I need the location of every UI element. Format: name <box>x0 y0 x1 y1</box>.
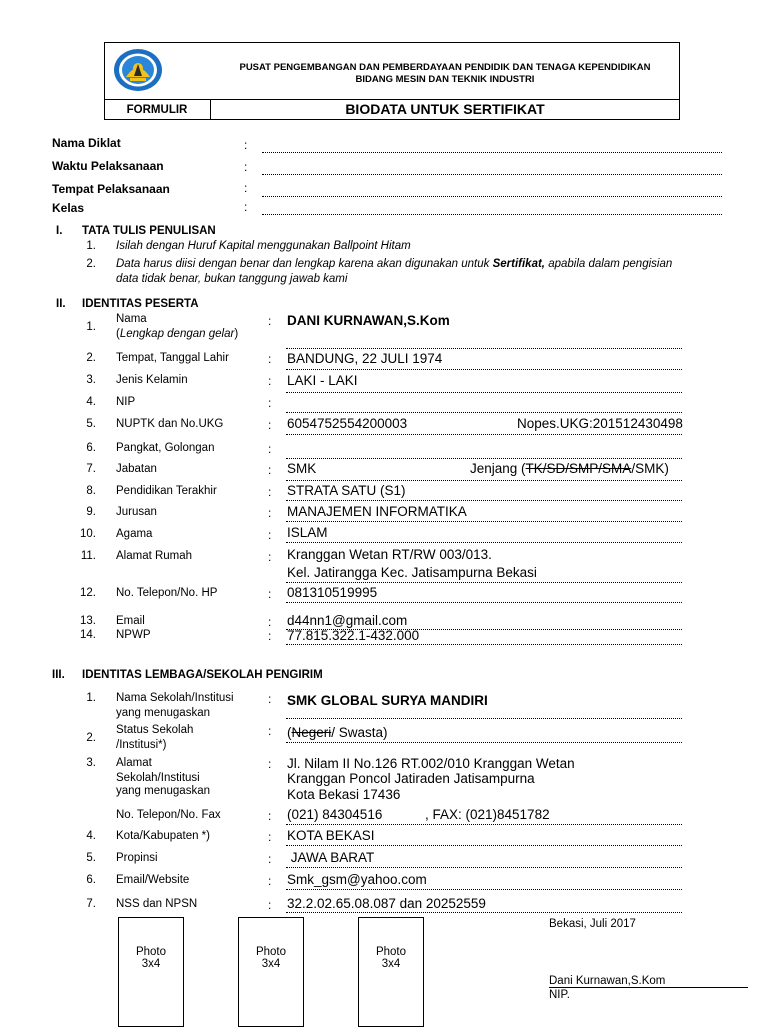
item-number: 5. <box>86 418 96 430</box>
value-npwp: 77.815.322.1-432.000 <box>287 628 420 643</box>
value-email: d44nn1@gmail.com <box>287 613 408 628</box>
field-label-waktu: Waktu Pelaksanaan <box>52 159 164 173</box>
label-kota: Kota/Kabupaten *) <box>116 830 210 842</box>
value-jurusan: MANAJEMEN INFORMATIKA <box>287 504 467 519</box>
instruction-1: Isilah dengan Huruf Kapital menggunakan Ballpoint Hitam <box>116 240 411 252</box>
label-nss-npsn: NSS dan NPSN <box>116 898 198 910</box>
item-number: 13. <box>80 615 96 627</box>
label-nama-sekolah-1: Nama Sekolah/Institusi <box>116 692 234 704</box>
value-nuptk: 6054752554200003 <box>287 416 408 431</box>
value-telepon: 081310519995 <box>287 585 378 600</box>
label-nuptk: NUPTK dan No.UKG <box>116 418 224 430</box>
instruction-2-bold: Sertifikat, <box>492 258 546 270</box>
photo-box-1 <box>118 917 184 1027</box>
section-2-title: IDENTITAS PESERTA <box>82 298 199 310</box>
pendidikan-field[interactable] <box>286 500 682 501</box>
label-pangkat: Pangkat, Golongan <box>116 442 215 454</box>
value-agama: ISLAM <box>287 525 328 540</box>
section-3-title: IDENTITAS LEMBAGA/SEKOLAH PENGIRIM <box>82 669 323 681</box>
value-alamat-sekolah-2: Kranggan Poncol Jatiraden Jatisampurna <box>287 771 535 786</box>
item-number: 1. <box>86 692 96 704</box>
colon: : <box>244 138 248 152</box>
jenis-kelamin-field[interactable] <box>286 392 682 393</box>
value-nss-npsn: 32.2.02.65.08.087 dan 20252559 <box>287 896 486 911</box>
value-alamat-sekolah-3: Kota Bekasi 17436 <box>287 787 401 802</box>
item-number: 10. <box>80 528 96 540</box>
item-number: 6. <box>86 874 96 886</box>
label-ttl: Tempat, Tanggal Lahir <box>116 352 229 364</box>
colon: : <box>268 550 272 564</box>
value-fax-sekolah: , FAX: (021)8451782 <box>425 807 550 822</box>
jabatan-field[interactable] <box>286 480 682 481</box>
colon: : <box>268 629 272 643</box>
value-kota: KOTA BEKASI <box>287 828 375 843</box>
instruction-2-cont: data tidak benar, bukan tanggung jawab kami <box>116 273 348 285</box>
section-1-title: TATA TULIS PENULISAN <box>82 225 216 237</box>
nama-field[interactable] <box>286 348 682 349</box>
telepon-fax-field[interactable] <box>286 824 682 825</box>
colon: : <box>268 809 272 823</box>
photo-size: 3x4 <box>381 958 401 970</box>
field-label-kelas: Kelas <box>52 201 85 215</box>
item-number: 3. <box>86 757 96 769</box>
value-telepon-sekolah: (021) 84304516 <box>287 807 383 822</box>
item-number: 1. <box>86 321 96 333</box>
nama-sekolah-field[interactable] <box>286 718 682 719</box>
org-line-2: BIDANG MESIN DAN TEKNIK INDUSTRI <box>355 74 535 85</box>
photo-label: Photo <box>375 946 407 958</box>
photo-box-2 <box>238 917 304 1027</box>
ttl-field[interactable] <box>286 369 682 370</box>
jurusan-field[interactable] <box>286 521 682 522</box>
colon: : <box>268 485 272 499</box>
value-ttl: BANDUNG, 22 JULI 1974 <box>287 351 443 366</box>
colon: : <box>268 374 272 388</box>
nuptk-field[interactable] <box>286 434 682 435</box>
label-pendidikan: Pendidikan Terakhir <box>116 485 217 497</box>
item-number: 4. <box>86 830 96 842</box>
label-nama: Nama <box>116 313 147 325</box>
value-jenjang: Jenjang (TK/SD/SMP/SMA/SMK) <box>470 461 669 476</box>
tut-wuri-handayani-logo <box>112 47 164 93</box>
photo-label: Photo <box>255 946 287 958</box>
label-alamat-sekolah-3: yang menugaskan <box>116 785 210 797</box>
item-number: 2. <box>86 732 96 744</box>
signature-place-date: Bekasi, Juli 2017 <box>549 918 636 930</box>
label-nama-sub: (Lengkap dengan gelar) <box>116 328 239 340</box>
item-number: 8. <box>86 485 96 497</box>
value-jenis-kelamin: LAKI - LAKI <box>287 373 358 388</box>
item-number: 7. <box>86 463 96 475</box>
label-nama-sekolah-2: yang menugaskan <box>116 707 210 719</box>
value-pendidikan: STRATA SATU (S1) <box>287 483 406 498</box>
kelas-field[interactable] <box>262 214 722 215</box>
form-title: BIODATA UNTUK SERTIFIKAT <box>345 101 545 117</box>
alamat-rumah-field[interactable] <box>286 582 682 583</box>
label-npwp: NPWP <box>116 629 151 641</box>
label-telepon: No. Telepon/No. HP <box>116 587 218 599</box>
label-jabatan: Jabatan <box>116 463 157 475</box>
item-number: 12. <box>80 587 96 599</box>
label-status-1: Status Sekolah <box>116 724 194 736</box>
label-status-2: /Institusi*) <box>116 739 167 751</box>
label-telepon-fax: No. Telepon/No. Fax <box>116 809 221 821</box>
colon: : <box>268 463 272 477</box>
item-number: 9. <box>86 506 96 518</box>
agama-field[interactable] <box>286 542 682 543</box>
value-propinsi: JAWA BARAT <box>287 850 375 865</box>
item-number: 1. <box>86 240 96 252</box>
photo-label: Photo <box>135 946 167 958</box>
signature-name: Dani Kurnawan,S.Kom <box>549 975 666 987</box>
tempat-pelaksanaan-field[interactable] <box>262 196 722 197</box>
value-nama-sekolah: SMK GLOBAL SURYA MANDIRI <box>287 693 488 708</box>
value-alamat-rumah-2: Kel. Jatirangga Kec. Jatisampurna Bekasi <box>287 565 537 580</box>
label-propinsi: Propinsi <box>116 852 158 864</box>
item-number: 7. <box>86 898 96 910</box>
colon: : <box>268 898 272 912</box>
label-jenis-kelamin: Jenis Kelamin <box>116 374 188 386</box>
field-label-nama-diklat: Nama Diklat <box>52 136 121 150</box>
photo-size: 3x4 <box>141 958 161 970</box>
formulir-label: FORMULIR <box>126 104 188 116</box>
label-email: Email <box>116 615 145 627</box>
item-number: 11. <box>80 550 96 562</box>
colon: : <box>268 692 272 706</box>
colon: : <box>268 874 272 888</box>
section-2-roman: II. <box>56 298 66 310</box>
colon: : <box>268 724 272 738</box>
nama-diklat-field[interactable] <box>262 152 722 153</box>
kota-field[interactable] <box>286 845 682 846</box>
colon: : <box>268 852 272 866</box>
jenjang-struck: TK/SD/SMP/SMA <box>525 461 632 476</box>
colon: : <box>268 352 272 366</box>
label-email-website: Email/Website <box>116 874 190 886</box>
colon: : <box>244 200 248 214</box>
status-struck: Negeri <box>291 725 332 740</box>
photo-size: 3x4 <box>261 958 281 970</box>
email-website-field[interactable] <box>286 889 682 890</box>
photo-box-3 <box>358 917 424 1027</box>
field-label-tempat: Tempat Pelaksanaan <box>52 182 170 196</box>
colon: : <box>268 314 272 328</box>
header-divider <box>104 99 680 100</box>
label-jurusan: Jurusan <box>116 506 157 518</box>
section-1-roman: I. <box>56 225 63 237</box>
label-alamat-sekolah-2: Sekolah/Institusi <box>116 772 200 784</box>
pangkat-field[interactable] <box>286 458 682 459</box>
instruction-2: Data harus diisi dengan benar dan lengkap karena akan digunakan untuk Sertifikat, apabila dalam pengisian <box>116 258 673 270</box>
label-agama: Agama <box>116 528 153 540</box>
value-alamat-sekolah-1: Jl. Nilam II No.126 RT.002/010 Kranggan Wetan <box>287 756 575 771</box>
propinsi-field[interactable] <box>286 867 682 868</box>
colon: : <box>268 830 272 844</box>
colon: : <box>244 181 248 195</box>
waktu-pelaksanaan-field[interactable] <box>262 174 722 175</box>
colon: : <box>268 506 272 520</box>
org-line-1: PUSAT PENGEMBANGAN DAN PEMBERDAYAAN PENDIDIK DAN TENAGA KEPENDIDIKAN <box>239 62 651 73</box>
status-field[interactable] <box>286 742 682 743</box>
item-number: 4. <box>86 396 96 408</box>
colon: : <box>268 615 272 629</box>
colon: : <box>268 442 272 456</box>
section-3-roman: III. <box>52 669 65 681</box>
value-nama: DANI KURNAWAN,S.Kom <box>287 313 450 328</box>
colon: : <box>268 528 272 542</box>
item-number: 6. <box>86 442 96 454</box>
signature-nip: NIP. <box>549 989 570 1001</box>
item-number: 5. <box>86 852 96 864</box>
value-jabatan: SMK <box>287 461 317 476</box>
npwp-field[interactable] <box>286 644 682 645</box>
nip-field[interactable] <box>286 412 682 413</box>
value-nopes-ukg: Nopes.UKG:201512430498 <box>517 416 683 431</box>
value-status: (Negeri/ Swasta) <box>287 725 388 740</box>
colon: : <box>244 160 248 174</box>
label-alamat-rumah: Alamat Rumah <box>116 550 193 562</box>
colon: : <box>268 418 272 432</box>
item-number: 2. <box>86 352 96 364</box>
value-email-website: Smk_gsm@yahoo.com <box>287 872 427 887</box>
item-number: 3. <box>86 374 96 386</box>
colon: : <box>268 757 272 771</box>
label-alamat-sekolah-1: Alamat <box>116 757 152 769</box>
value-alamat-rumah-1: Kranggan Wetan RT/RW 003/013. <box>287 547 492 562</box>
nss-npsn-field[interactable] <box>286 912 682 913</box>
colon: : <box>268 396 272 410</box>
colon: : <box>268 587 272 601</box>
item-number: 14. <box>80 629 96 641</box>
label-nip: NIP <box>116 396 136 408</box>
telepon-field[interactable] <box>286 602 682 603</box>
item-number: 2. <box>86 258 96 270</box>
signature-line <box>549 987 748 988</box>
